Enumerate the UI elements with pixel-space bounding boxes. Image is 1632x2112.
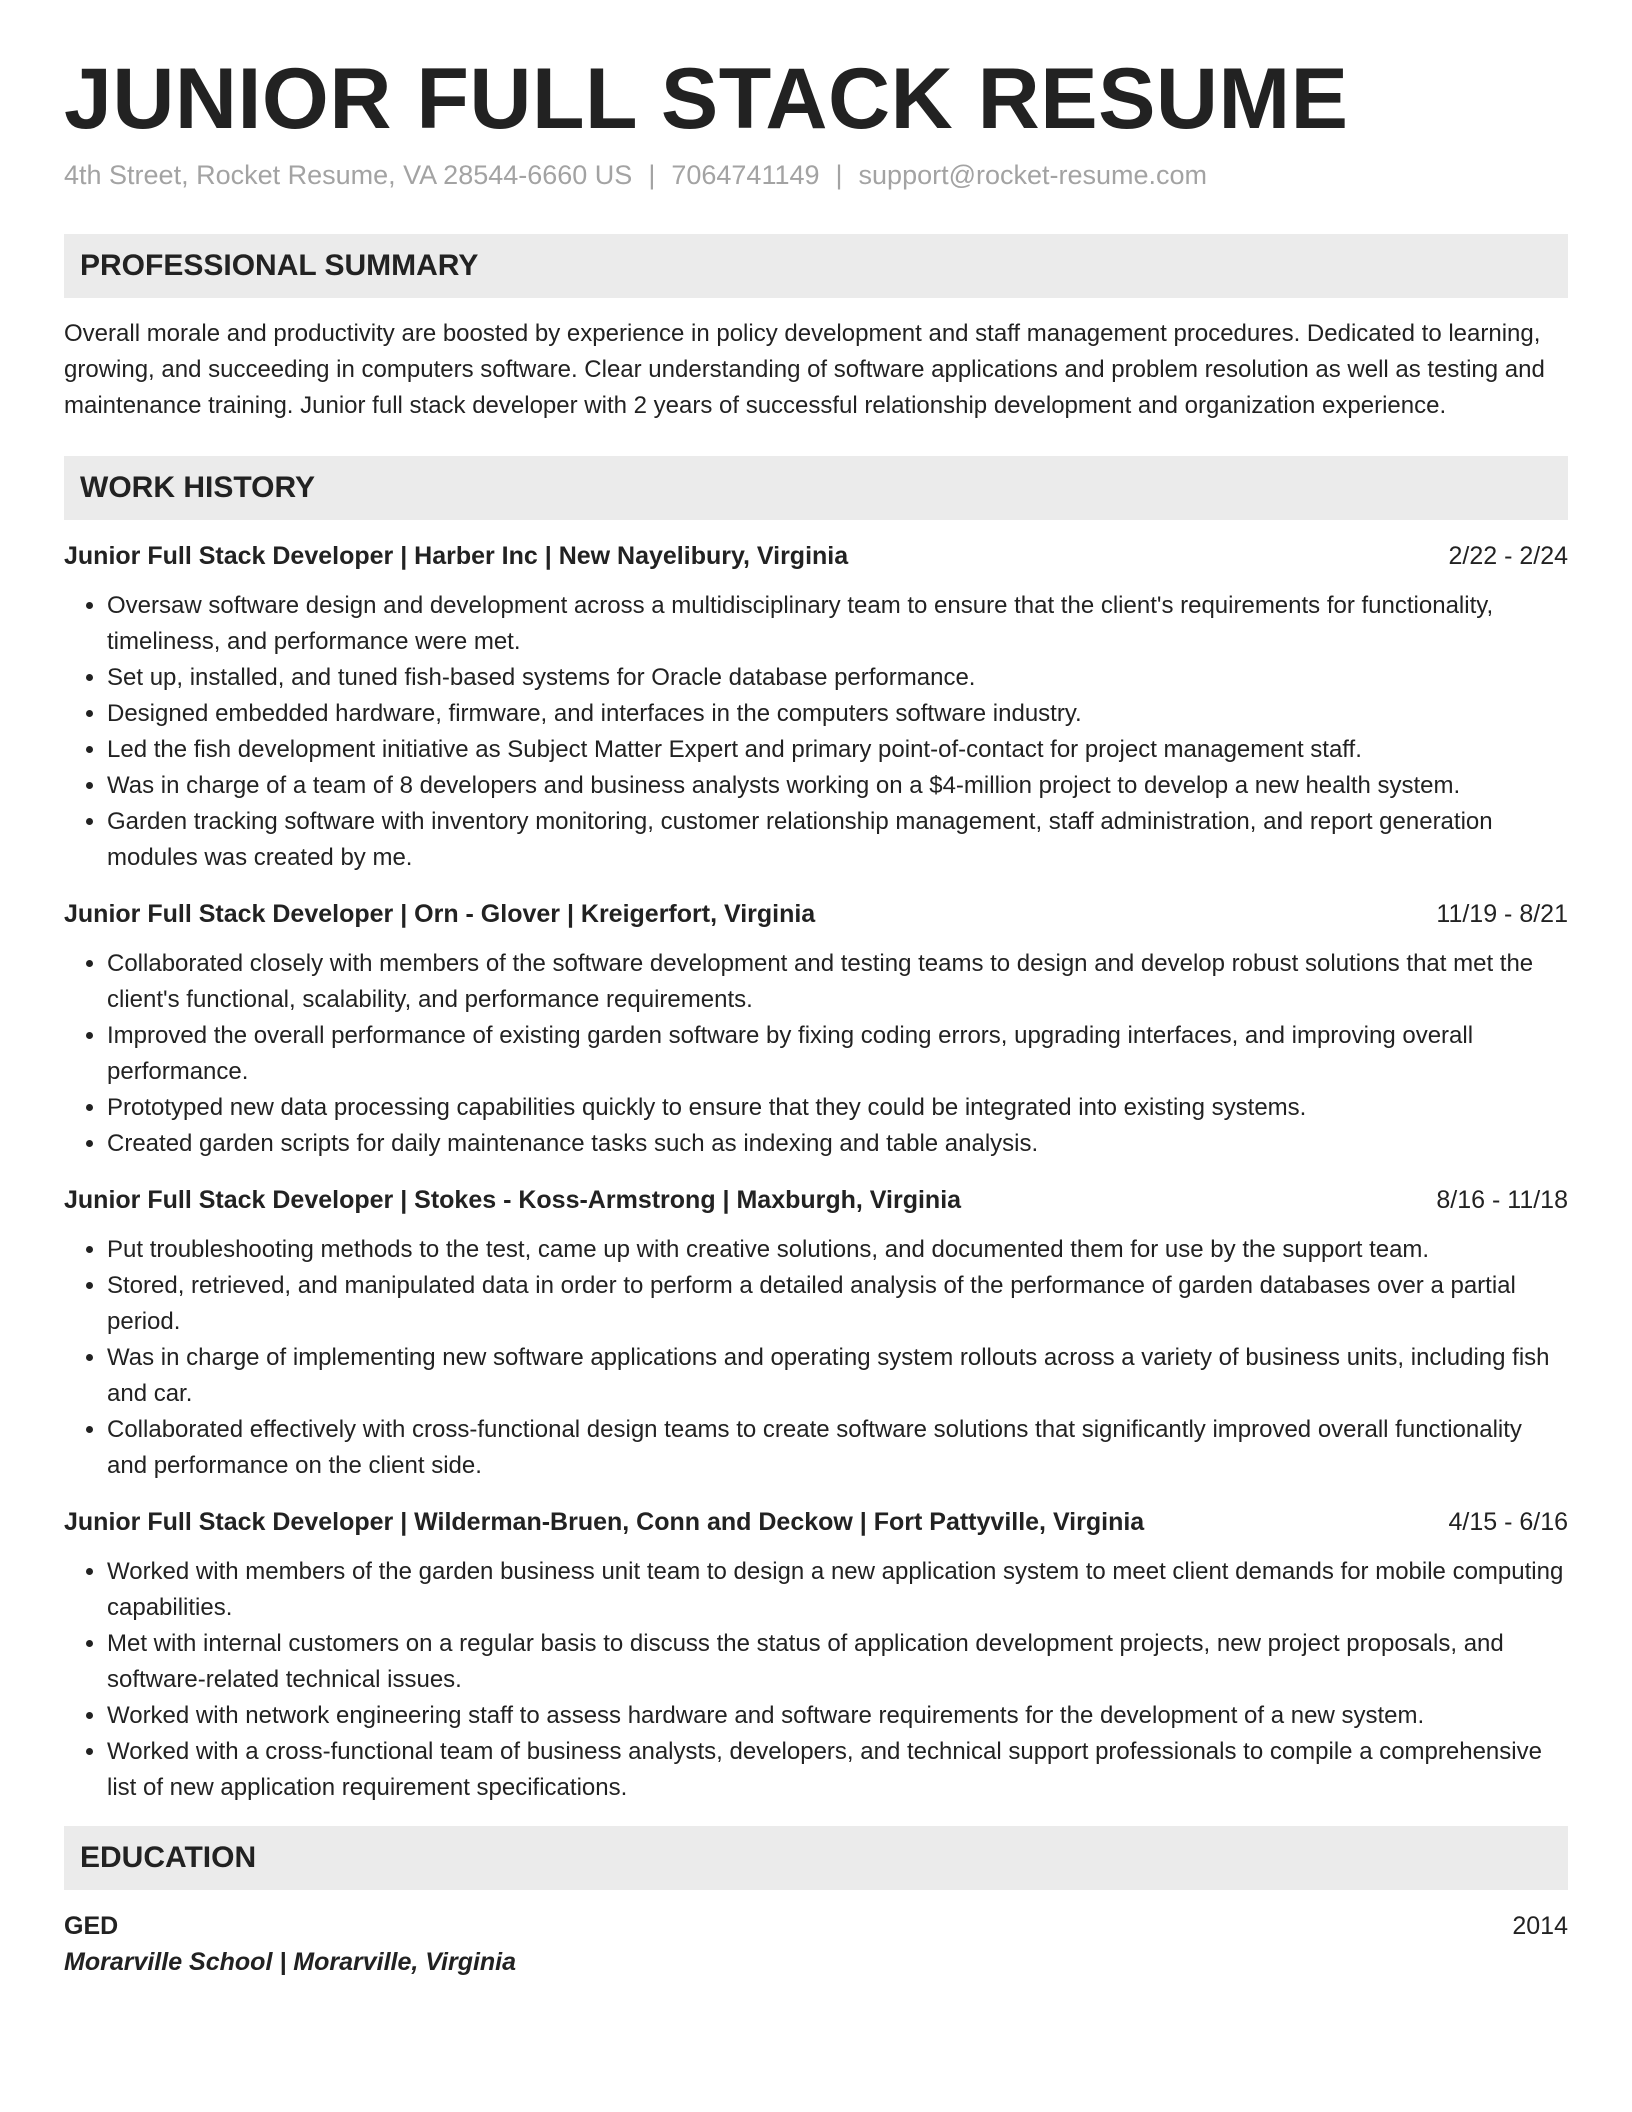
contact-email: support@rocket-resume.com (858, 159, 1208, 190)
job-entry (64, 1182, 1568, 1484)
job-bullet: • Improved the overall performance of existing garden software by fixing coding errors, upgrading interfaces, and improving overall performance. (107, 1018, 1568, 1090)
work-history-section-header: WORK HISTORY (64, 456, 1568, 520)
education-year: 2014 (1512, 1912, 1568, 1941)
job-bullet: • Worked with network engineering staff to assess hardware and software requirements for the development of a new system. (107, 1698, 1568, 1734)
contact-separator: | (835, 159, 843, 190)
job-entry (64, 896, 1568, 1162)
job-dates: 4/15 - 6/16 (1448, 1508, 1568, 1537)
job-bullets (64, 1554, 1568, 1806)
job-bullet: • Was in charge of a team of 8 developers and business analysts working on a $4-million project to develop a new health system. (107, 768, 1568, 804)
job-bullet: • Stored, retrieved, and manipulated data in order to perform a detailed analysis of the performance of garden databases over a partial period. (107, 1268, 1568, 1340)
contact-separator: | (648, 159, 656, 190)
job-bullet: • Worked with members of the garden business unit team to design a new application system to meet client demands for mobile computing capabilities. (107, 1554, 1568, 1626)
job-header (64, 1182, 1568, 1218)
job-bullet: • Created garden scripts for daily maintenance tasks such as indexing and table analysis. (107, 1126, 1568, 1162)
job-bullet: • Prototyped new data processing capabilities quickly to ensure that they could be integrated into existing systems. (107, 1090, 1568, 1126)
job-bullet: • Set up, installed, and tuned fish-based systems for Oracle database performance. (107, 660, 1568, 696)
job-bullet: • Collaborated effectively with cross-functional design teams to create software solutions that significantly improved overall functionality and performance on the client side. (107, 1412, 1568, 1484)
job-header (64, 538, 1568, 574)
job-bullet: • Designed embedded hardware, firmware, and interfaces in the computers software industry. (107, 696, 1568, 732)
job-bullet: • Collaborated closely with members of the software development and testing teams to design and develop robust solutions that met the client's functional, scalability, and performance requirements. (107, 946, 1568, 1018)
job-bullets (64, 946, 1568, 1162)
job-entry (64, 1504, 1568, 1806)
job-bullet: • Met with internal customers on a regular basis to discuss the status of application development projects, new project proposals, and software-related technical issues. (107, 1626, 1568, 1698)
education-section-header: EDUCATION (64, 1826, 1568, 1890)
job-header (64, 896, 1568, 932)
contact-address: 4th Street, Rocket Resume, VA 28544-6660 US (64, 159, 633, 190)
work-history-list (64, 538, 1568, 1806)
job-bullet: • Garden tracking software with inventory monitoring, customer relationship management, staff administration, and report generation modules was created by me. (107, 804, 1568, 876)
job-heading: Junior Full Stack Developer | Orn - Glover | Kreigerfort, Virginia (64, 900, 816, 929)
education-header (64, 1908, 1568, 1944)
job-bullet: • Worked with a cross-functional team of business analysts, developers, and technical support professionals to compile a comprehensive list of new application requirement specifications. (107, 1734, 1568, 1806)
job-bullet: • Was in charge of implementing new software applications and operating system rollouts across a variety of business units, including fish and car. (107, 1340, 1568, 1412)
job-header (64, 1504, 1568, 1540)
job-bullet: • Led the fish development initiative as Subject Matter Expert and primary point-of-contact for project management staff. (107, 732, 1568, 768)
summary-section-header: PROFESSIONAL SUMMARY (64, 234, 1568, 298)
job-dates: 8/16 - 11/18 (1436, 1186, 1568, 1215)
job-dates: 11/19 - 8/21 (1436, 900, 1568, 929)
job-heading: Junior Full Stack Developer | Stokes - Koss-Armstrong | Maxburgh, Virginia (64, 1186, 962, 1215)
job-bullet: • Oversaw software design and development across a multidisciplinary team to ensure that the client's requirements for functionality, timeliness, and performance were met. (107, 588, 1568, 660)
education-school: Morarville School | Morarville, Virginia (64, 1948, 517, 1977)
job-dates: 2/22 - 2/24 (1448, 542, 1568, 571)
education-degree: GED (64, 1912, 119, 1941)
job-heading: Junior Full Stack Developer | Harber Inc | New Nayelibury, Virginia (64, 542, 849, 571)
job-heading: Junior Full Stack Developer | Wilderman-Bruen, Conn and Deckow | Fort Pattyville, Virginia (64, 1508, 1145, 1537)
contact-line (64, 157, 1568, 195)
job-entry (64, 538, 1568, 876)
job-bullets (64, 588, 1568, 876)
job-bullets (64, 1232, 1568, 1484)
summary-text: Overall morale and productivity are boosted by experience in policy development and staff management procedures. Dedicated to learning, growing, and succeeding in computers software. Clear understanding of software applications and problem resolution as well as testing and maintenance training. Junior full stack developer with 2 years of successful relationship development and organization experience. (64, 320, 1545, 420)
job-bullet: • Put troubleshooting methods to the test, came up with creative solutions, and documented them for use by the support team. (107, 1232, 1568, 1268)
resume-title: JUNIOR FULL STACK RESUME (64, 51, 1349, 147)
contact-phone: 7064741149 (671, 159, 820, 190)
